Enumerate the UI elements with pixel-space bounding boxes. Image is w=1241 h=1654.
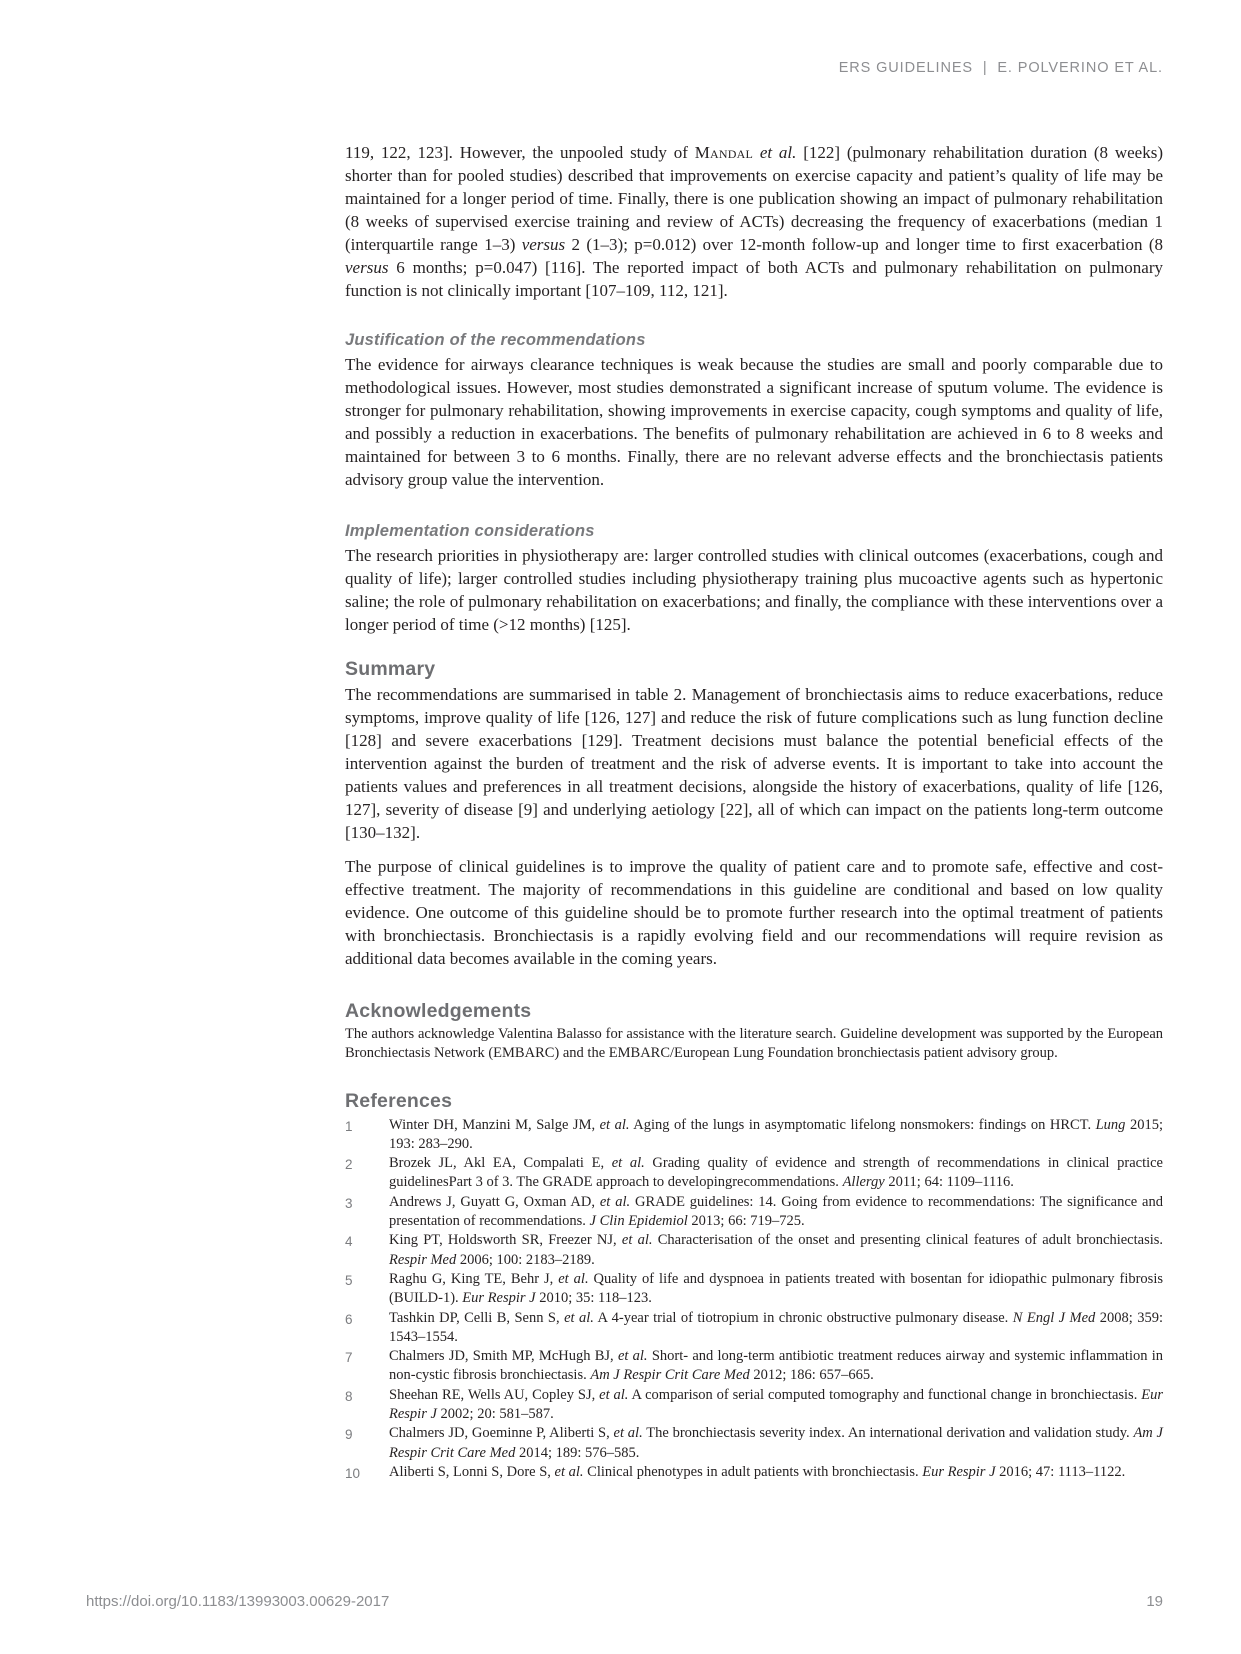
reference-number: 1 — [345, 1118, 353, 1134]
reference-number: 6 — [345, 1311, 353, 1327]
reference-item — [345, 1424, 1163, 1463]
reference-item — [345, 1270, 1163, 1309]
reference-number: 10 — [345, 1465, 361, 1481]
paragraph-acknowledgements: The authors acknowledge Valentina Balasso for assistance with the literature search. Guideline development was supported by the European Bronchiectasis Network (EMBARC) and the EMBARC/European Lung Foundation bronchiectasis patient advisory group. — [345, 1026, 1163, 1062]
reference-text: Brozek JL, Akl EA, Compalati E, et al. Grading quality of evidence and strength of recommendations in clinical practice guidelinesPart 3 of 3. The GRADE approach to developingrecommendations. Allergy 2011; 64: 1109–1116. — [389, 1155, 1163, 1191]
reference-number: 9 — [345, 1427, 353, 1443]
reference-number: 7 — [345, 1350, 353, 1366]
reference-text: Chalmers JD, Smith MP, McHugh BJ, et al. Short- and long-term antibiotic treatment reduces airway and systemic inflammation in non-cystic fibrosis bronchiectasis. Am J Respir Crit Care Med 2012; 186: 657–665. — [389, 1348, 1163, 1384]
reference-number: 2 — [345, 1157, 353, 1173]
doi-link[interactable]: https://doi.org/10.1183/13993003.00629-2017 — [86, 1593, 390, 1610]
reference-item — [345, 1386, 1163, 1425]
reference-text: Aliberti S, Lonni S, Dore S, et al. Clinical phenotypes in adult patients with bronchiectasis. Eur Respir J 2016; 47: 1113–1122. — [389, 1463, 1126, 1480]
paragraph-intro: 119, 122, 123]. However, the unpooled study of Mandal et al. [122] (pulmonary rehabilitation duration (8 weeks) shorter than for pooled studies) described that improvements on exercise capacity and patient’s quality of life may be maintained for a longer period of time. Finally, there is one publication showing an impact of pulmonary rehabilitation (8 weeks of supervised exercise training and review of ACTs) decreasing the frequency of exacerbations (median 1 (interquartile range 1–3) versus 2 (1–3); p=0.012) over 12-month follow-up and longer time to first exacerbation (8 versus 6 months; p=0.047) [116]. The reported impact of both ACTs and pulmonary rehabilitation on pulmonary function is not clinically important [107–109, 112, 121]. — [345, 143, 1163, 300]
reference-item — [345, 1463, 1163, 1483]
page-number: 19 — [1146, 1593, 1163, 1610]
reference-item — [345, 1231, 1163, 1270]
reference-number: 4 — [345, 1234, 353, 1250]
reference-item — [345, 1347, 1163, 1386]
reference-item — [345, 1116, 1163, 1155]
reference-text: Tashkin DP, Celli B, Senn S, et al. A 4-year trial of tiotropium in chronic obstructive pulmonary disease. N Engl J Med 2008; 359: 1543–1554. — [389, 1309, 1163, 1345]
heading-references: References — [345, 1089, 453, 1112]
article-body — [345, 141, 1163, 1483]
reference-item — [345, 1154, 1163, 1193]
reference-number: 3 — [345, 1195, 353, 1211]
reference-text: Winter DH, Manzini M, Salge JM, et al. Aging of the lungs in asymptomatic lifelong nonsmokers: findings on HRCT. Lung 2015; 193: 283–290. — [389, 1116, 1163, 1152]
paragraph-summary-2: The purpose of clinical guidelines is to improve the quality of patient care and to promote safe, effective and cost-effective treatment. The majority of recommendations in this guideline are conditional and based on low quality evidence. One outcome of this guideline should be to promote further research into the optimal treatment of patients with bronchiectasis. Bronchiectasis is a rapidly evolving field and our recommendations will require revision as additional data becomes available in the coming years. — [345, 857, 1163, 968]
paragraph-implementation: The research priorities in physiotherapy are: larger controlled studies with clinical outcomes (exacerbations, cough and quality of life); larger controlled studies including physiotherapy training plus mucoactive agents such as hypertonic saline; the role of pulmonary rehabilitation on exacerbations; and finally, the compliance with these interventions over a longer period of time (>12 months) [125]. — [345, 546, 1163, 634]
running-header: ERS GUIDELINES | E. POLVERINO ET AL. — [838, 60, 1163, 76]
reference-text: Raghu G, King TE, Behr J, et al. Quality of life and dyspnoea in patients treated with bosentan for idiopathic pulmonary fibrosis (BUILD-1). Eur Respir J 2010; 35: 118–123. — [389, 1270, 1163, 1307]
reference-item — [345, 1309, 1163, 1348]
heading-implementation: Implementation considerations — [345, 522, 595, 540]
reference-number: 5 — [345, 1272, 353, 1288]
reference-text: Sheehan RE, Wells AU, Copley SJ, et al. A comparison of serial computed tomography and functional change in bronchiectasis. Eur Respir J 2002; 20: 581–587. — [389, 1386, 1163, 1423]
paragraph-justification: The evidence for airways clearance techniques is weak because the studies are small and poorly comparable due to methodological issues. However, most studies demonstrated a significant increase of sputum volume. The evidence is stronger for pulmonary rehabilitation, showing improvements in exercise capacity, cough symptoms and quality of life, and possibly a reduction in exacerbations. The benefits of pulmonary rehabilitation are achieved in 6 to 8 weeks and maintained for between 3 to 6 months. Finally, there are no relevant adverse effects and the bronchiectasis patients advisory group value the intervention. — [345, 355, 1163, 489]
reference-item — [345, 1193, 1163, 1232]
heading-acknowledgements: Acknowledgements — [345, 1000, 532, 1022]
references-list — [345, 1116, 1163, 1484]
reference-number: 8 — [345, 1388, 353, 1404]
reference-text: Andrews J, Guyatt G, Oxman AD, et al. GRADE guidelines: 14. Going from evidence to recommendations: The significance and presentation of recommendations. J Clin Epidemiol 2013; 66: 719–725. — [389, 1193, 1163, 1230]
heading-summary: Summary — [345, 658, 436, 680]
heading-justification: Justification of the recommendations — [345, 331, 646, 349]
reference-text: Chalmers JD, Goeminne P, Aliberti S, et al. The bronchiectasis severity index. An international derivation and validation study. Am J Respir Crit Care Med 2014; 189: 576–585. — [389, 1425, 1163, 1461]
reference-text: King PT, Holdsworth SR, Freezer NJ, et al. Characterisation of the onset and presenting clinical features of adult bronchiectasis. Respir Med 2006; 100: 2183–2189. — [389, 1232, 1164, 1268]
paragraph-summary-1: The recommendations are summarised in table 2. Management of bronchiectasis aims to reduce exacerbations, reduce symptoms, improve quality of life [126, 127] and reduce the risk of future complications such as lung function decline [128] and severe exacerbations [129]. Treatment decisions must balance the potential beneficial effects of the intervention against the burden of treatment and the risk of adverse events. It is important to take into account the patients values and preferences in all treatment decisions, alongside the history of exacerbations, quality of life [126, 127], severity of disease [9] and underlying aetiology [22], all of which can impact on the patients long-term outcome [130–132]. — [345, 685, 1163, 842]
